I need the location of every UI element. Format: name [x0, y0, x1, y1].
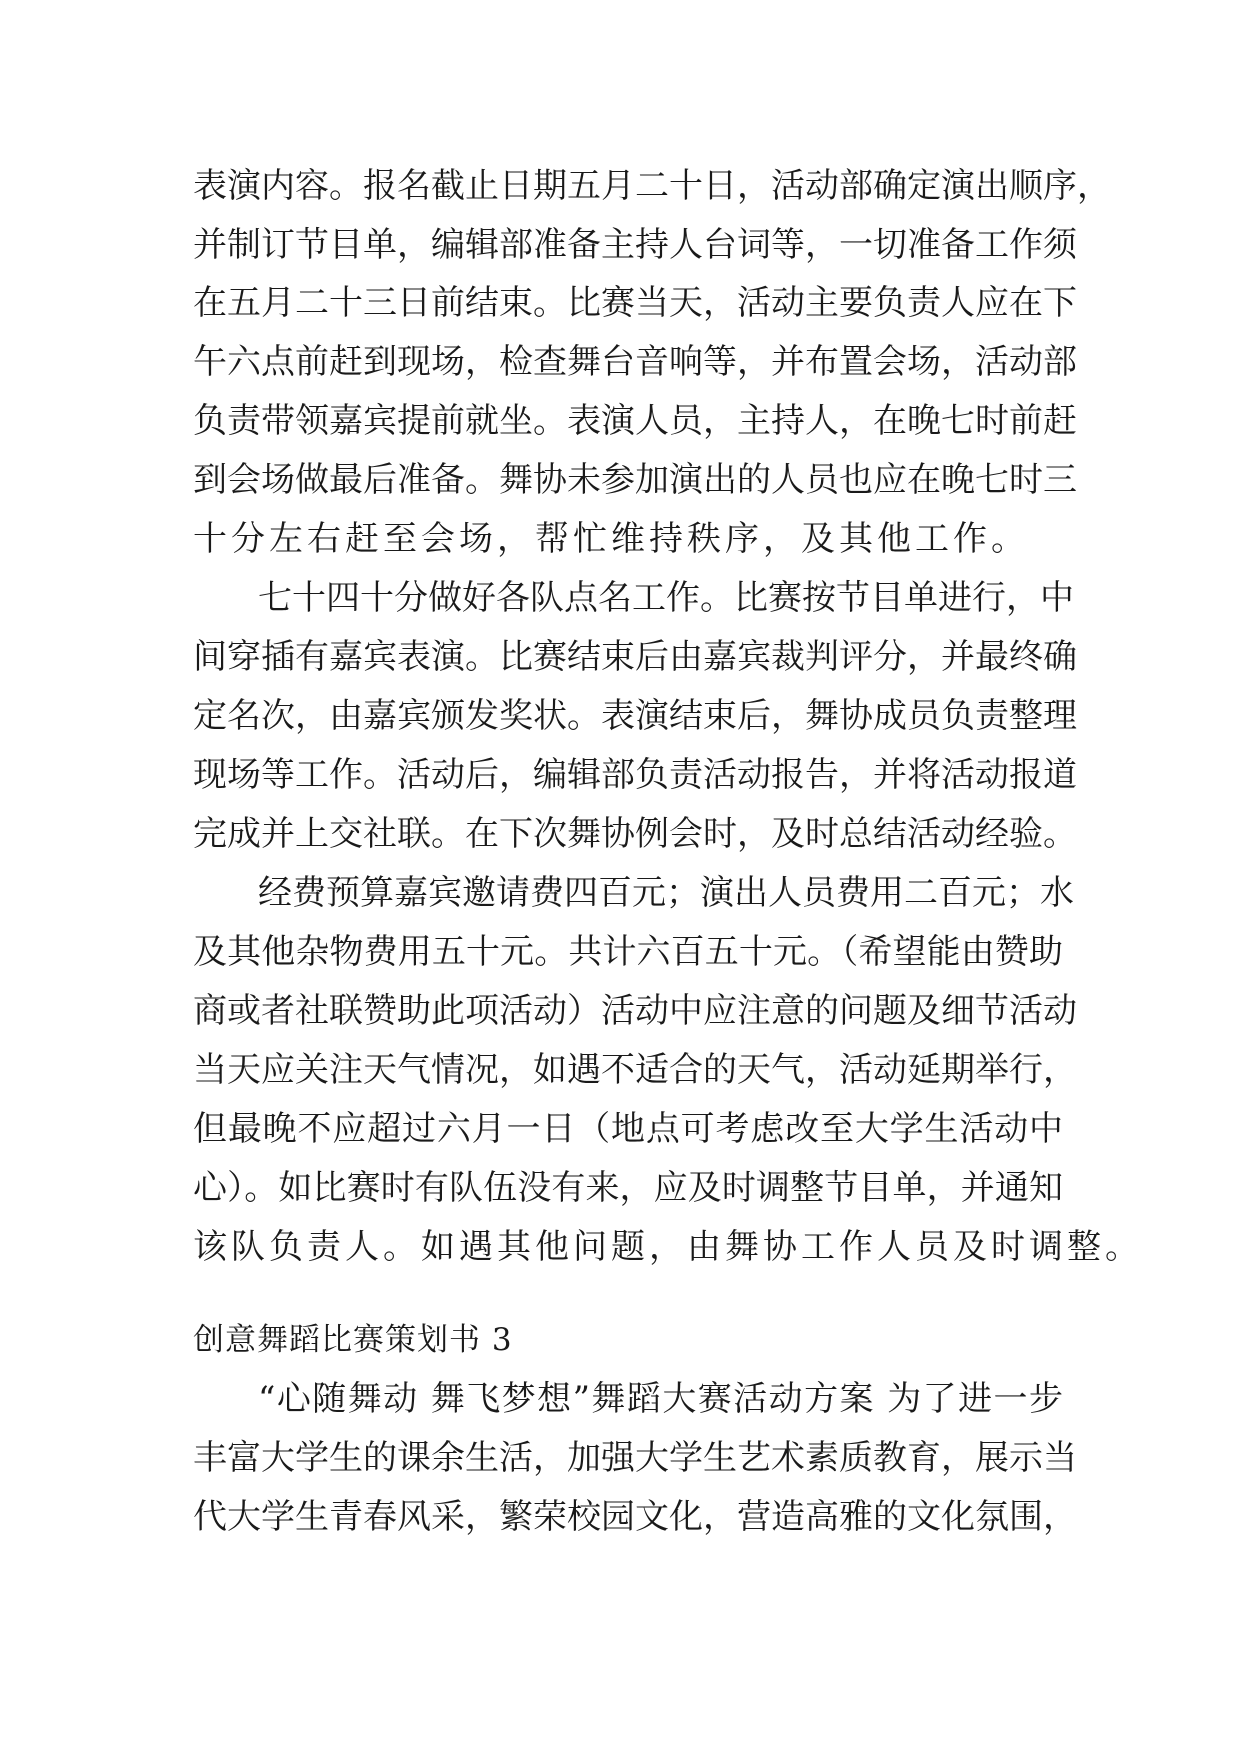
section-heading: 创意舞蹈比赛策划书 3 [193, 1322, 513, 1358]
paragraph-3-line-1: 经费预算嘉宾邀请费四百元；演出人员费用二百元；水 [258, 873, 1074, 913]
paragraph-1-line-2: 并制订节目单，编辑部准备主持人台词等，一切准备工作须 [193, 225, 1077, 265]
paragraph-4-line-3: 代大学生青春风采，繁荣校园文化，营造高雅的文化氛围， [193, 1497, 1077, 1537]
paragraph-2-line-2: 间穿插有嘉宾表演。比赛结束后由嘉宾裁判评分，并最终确 [193, 637, 1077, 677]
paragraph-1-line-7: 十分左右赶至会场，帮忙维持秩序，及其他工作。 [193, 519, 1029, 559]
paragraph-2-line-5: 完成并上交社联。在下次舞协例会时，及时总结活动经验。 [193, 814, 1077, 854]
paragraph-3-line-4: 当天应关注天气情况，如遇不适合的天气，活动延期举行， [193, 1050, 1077, 1090]
paragraph-3-line-6: 心）。如比赛时有队伍没有来，应及时调整节目单，并通知 [193, 1168, 1063, 1208]
paragraph-2-line-4: 现场等工作。活动后，编辑部负责活动报告，并将活动报道 [193, 755, 1077, 795]
paragraph-2-line-3: 定名次，由嘉宾颁发奖状。表演结束后，舞协成员负责整理 [193, 696, 1077, 736]
paragraph-3-line-7: 该队负责人。如遇其他问题，由舞协工作人员及时调整。 [193, 1227, 1143, 1267]
paragraph-1-line-4: 午六点前赶到现场，检查舞台音响等，并布置会场，活动部 [193, 342, 1077, 382]
paragraph-3-line-2: 及其他杂物费用五十元。共计六百五十元。（希望能由赞助 [193, 932, 1063, 972]
paragraph-3-line-5: 但最晚不应超过六月一日（地点可考虑改至大学生活动中 [193, 1109, 1063, 1149]
paragraph-3-line-3: 商或者社联赞助此项活动）活动中应注意的问题及细节活动 [193, 991, 1077, 1031]
paragraph-4-line-2: 丰富大学生的课余生活，加强大学生艺术素质教育，展示当 [193, 1438, 1077, 1478]
paragraph-1-line-5: 负责带领嘉宾提前就坐。表演人员，主持人，在晚七时前赶 [193, 401, 1077, 441]
paragraph-1-line-1: 表演内容。报名截止日期五月二十日，活动部确定演出顺序， [193, 166, 1111, 206]
paragraph-1-line-6: 到会场做最后准备。舞协未参加演出的人员也应在晚七时三 [193, 460, 1077, 500]
paragraph-1-line-3: 在五月二十三日前结束。比赛当天，活动主要负责人应在下 [193, 283, 1077, 323]
paragraph-2-line-1: 七十四十分做好各队点名工作。比赛按节目单进行，中 [258, 578, 1074, 618]
paragraph-4-line-1: “心随舞动 舞飞梦想”舞蹈大赛活动方案 为了进一步 [258, 1379, 1063, 1419]
